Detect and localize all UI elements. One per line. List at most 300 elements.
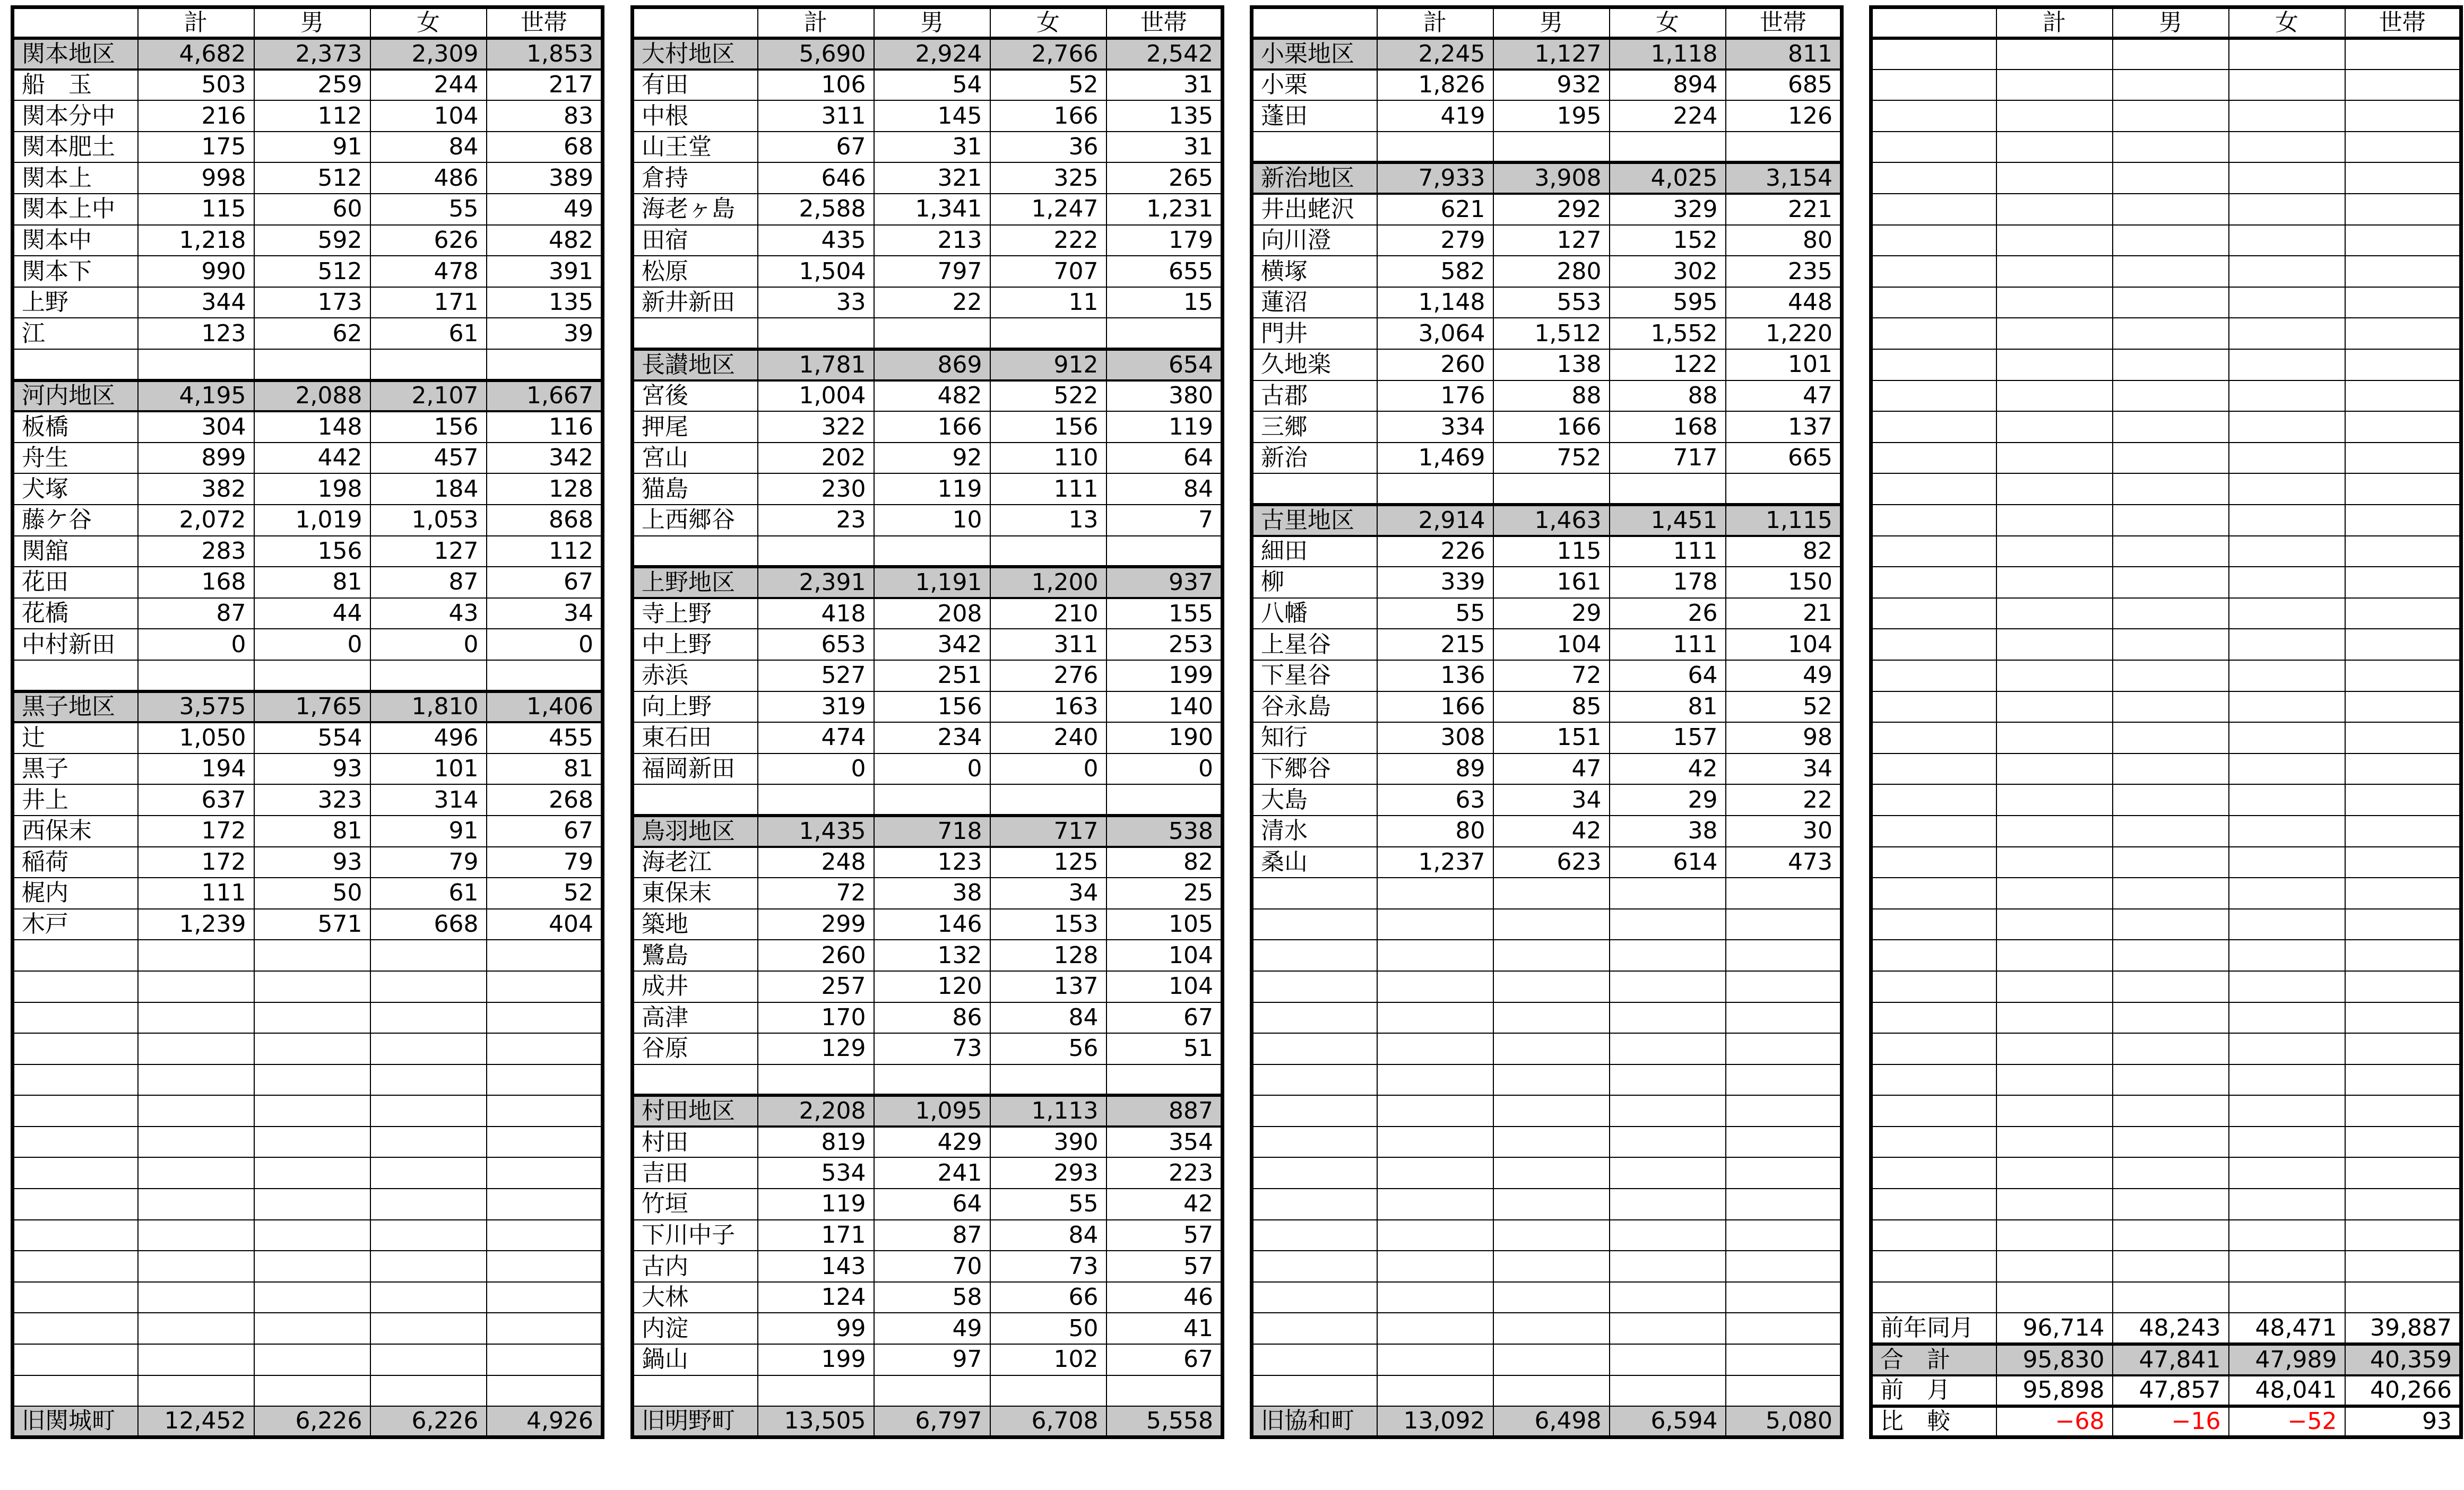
household-value	[2345, 162, 2461, 194]
area-name	[1871, 318, 1996, 349]
total-value	[1996, 753, 2113, 785]
household-value	[487, 349, 603, 380]
total-value: 308	[1377, 722, 1493, 753]
female-value: 122	[1610, 349, 1726, 380]
total-value: 527	[758, 660, 874, 691]
female-value	[2229, 1189, 2345, 1220]
empty-row	[1871, 225, 2461, 256]
female-value	[2229, 256, 2345, 287]
male-value	[2113, 225, 2229, 256]
female-value: 56	[990, 1033, 1106, 1064]
female-value: 1,053	[370, 505, 487, 536]
male-value: 86	[874, 1002, 990, 1034]
female-value: 224	[1610, 100, 1726, 132]
table-row	[1252, 816, 1842, 847]
household-value	[487, 1064, 603, 1096]
area-name	[633, 1064, 758, 1096]
total-value: 1,237	[1377, 847, 1493, 878]
area-name	[1871, 940, 1996, 971]
empty-row	[13, 1157, 603, 1189]
area-name	[1871, 443, 1996, 474]
male-value: 64	[874, 1189, 990, 1220]
area-name	[1871, 909, 1996, 940]
area-name: 細田	[1252, 536, 1377, 567]
total-value	[1996, 1002, 2113, 1034]
total-value: 1,218	[138, 225, 254, 256]
male-value: 280	[1493, 256, 1610, 287]
female-value	[1610, 1002, 1726, 1034]
female-value	[2229, 971, 2345, 1002]
column-header: 男	[2113, 7, 2229, 39]
male-value	[874, 1064, 990, 1096]
empty-row	[13, 971, 603, 1002]
household-value: 116	[487, 411, 603, 443]
male-value: 156	[874, 691, 990, 723]
area-name: 長讃地区	[633, 349, 758, 380]
female-value: 486	[370, 162, 487, 194]
total-value: 5,690	[758, 38, 874, 70]
total-value	[1377, 1313, 1493, 1344]
household-value	[2345, 1064, 2461, 1096]
area-name: 柳	[1252, 567, 1377, 598]
table-row	[633, 162, 1223, 194]
male-value	[2113, 784, 2229, 816]
household-value: 46	[1106, 1282, 1223, 1313]
total-value: 111	[138, 878, 254, 909]
table-row	[633, 256, 1223, 287]
total-value: 95,830	[1996, 1344, 2113, 1375]
female-value	[2229, 691, 2345, 723]
female-value: 244	[370, 70, 487, 101]
header-blank	[633, 7, 758, 39]
male-value: 1,019	[254, 505, 370, 536]
female-value: 11	[990, 287, 1106, 318]
female-value	[990, 318, 1106, 349]
total-value: 1,148	[1377, 287, 1493, 318]
male-value: 292	[1493, 194, 1610, 225]
total-value	[1377, 1344, 1493, 1375]
total-value	[1996, 940, 2113, 971]
female-value	[370, 1375, 487, 1407]
table-row	[1252, 722, 1842, 753]
total-value	[1996, 349, 2113, 380]
female-value: 478	[370, 256, 487, 287]
male-value: 3,908	[1493, 162, 1610, 194]
total-value	[1996, 971, 2113, 1002]
total-value	[1996, 70, 2113, 101]
empty-row	[13, 1344, 603, 1375]
male-value: 2,924	[874, 38, 990, 70]
male-value	[2113, 567, 2229, 598]
area-name: 有田	[633, 70, 758, 101]
female-value: 178	[1610, 567, 1726, 598]
male-value: 869	[874, 349, 990, 380]
total-value	[1996, 1127, 2113, 1158]
female-value: 61	[370, 878, 487, 909]
header-row	[1871, 7, 2461, 39]
area-name: 黒子	[13, 753, 138, 785]
area-name: 藤ケ谷	[13, 505, 138, 536]
male-value	[2113, 909, 2229, 940]
area-name	[1252, 1251, 1377, 1282]
total-value: 1,004	[758, 380, 874, 412]
female-value: 2,309	[370, 38, 487, 70]
total-value: 171	[758, 1220, 874, 1251]
male-value: 138	[1493, 349, 1610, 380]
total-value	[138, 1002, 254, 1034]
household-value: 268	[487, 784, 603, 816]
female-value	[370, 1002, 487, 1034]
female-value: −52	[2229, 1406, 2345, 1437]
male-value	[1493, 909, 1610, 940]
male-value	[254, 940, 370, 971]
area-name	[1871, 505, 1996, 536]
area-name	[1871, 753, 1996, 785]
area-name	[1252, 1127, 1377, 1158]
household-value: 1,853	[487, 38, 603, 70]
male-value: 119	[874, 473, 990, 505]
total-value: 63	[1377, 784, 1493, 816]
female-value	[1610, 1344, 1726, 1375]
district-subtotal-row	[13, 380, 603, 412]
male-value	[2113, 38, 2229, 70]
female-value	[2229, 162, 2345, 194]
area-name	[1252, 1344, 1377, 1375]
area-name	[1871, 1282, 1996, 1313]
male-value: 47	[1493, 753, 1610, 785]
male-value	[2113, 847, 2229, 878]
female-value	[2229, 629, 2345, 660]
male-value	[2113, 1189, 2229, 1220]
table-row	[1252, 194, 1842, 225]
area-name: 前 月	[1871, 1375, 1996, 1407]
total-value: 1,050	[138, 722, 254, 753]
female-value: 128	[990, 940, 1106, 971]
male-value: 752	[1493, 443, 1610, 474]
empty-row	[1871, 753, 2461, 785]
female-value	[370, 1127, 487, 1158]
female-value: 4,025	[1610, 162, 1726, 194]
female-value	[1610, 1189, 1726, 1220]
household-value	[1726, 940, 1842, 971]
table-row	[1252, 598, 1842, 629]
household-value: 1,115	[1726, 505, 1842, 536]
area-name: 村田地区	[633, 1095, 758, 1127]
empty-row	[13, 1313, 603, 1344]
area-name	[1252, 1002, 1377, 1034]
male-value: 797	[874, 256, 990, 287]
household-value	[1106, 1064, 1223, 1096]
male-value	[2113, 194, 2229, 225]
area-name	[13, 1095, 138, 1127]
area-name	[1252, 878, 1377, 909]
female-value: 707	[990, 256, 1106, 287]
female-value	[2229, 38, 2345, 70]
household-value	[2345, 971, 2461, 1002]
household-value	[2345, 1095, 2461, 1127]
table-row	[1252, 349, 1842, 380]
table-row	[13, 318, 603, 349]
household-value: 455	[487, 722, 603, 753]
household-value	[1726, 1189, 1842, 1220]
household-value: 82	[1726, 536, 1842, 567]
male-value	[2113, 1064, 2229, 1096]
female-value	[2229, 1002, 2345, 1034]
empty-row	[13, 1064, 603, 1096]
total-value	[1996, 847, 2113, 878]
total-value	[138, 1220, 254, 1251]
female-value	[1610, 1033, 1726, 1064]
empty-row	[1252, 1033, 1842, 1064]
area-name	[1871, 847, 1996, 878]
area-name: 桑山	[1252, 847, 1377, 878]
total-value	[1996, 380, 2113, 412]
household-value	[487, 1313, 603, 1344]
male-value	[254, 1095, 370, 1127]
area-name: 河内地区	[13, 380, 138, 412]
household-value: 68	[487, 132, 603, 163]
household-value	[487, 940, 603, 971]
female-value	[2229, 349, 2345, 380]
female-value	[370, 1344, 487, 1375]
total-value: 95,898	[1996, 1375, 2113, 1407]
area-name: 下星谷	[1252, 660, 1377, 691]
area-name: 舟生	[13, 443, 138, 474]
male-value: 166	[1493, 411, 1610, 443]
household-value	[2345, 256, 2461, 287]
total-value: 260	[1377, 349, 1493, 380]
household-value: 31	[1106, 132, 1223, 163]
total-value: 67	[758, 132, 874, 163]
household-value: 887	[1106, 1095, 1223, 1127]
header-blank	[13, 7, 138, 39]
total-value: 55	[1377, 598, 1493, 629]
male-value: 47,857	[2113, 1375, 2229, 1407]
area-name: 三郷	[1252, 411, 1377, 443]
table-row	[633, 1189, 1223, 1220]
table-row	[633, 1344, 1223, 1375]
male-value: 62	[254, 318, 370, 349]
household-value: 391	[487, 256, 603, 287]
male-value: 553	[1493, 287, 1610, 318]
empty-row	[1871, 132, 2461, 163]
area-name	[1871, 971, 1996, 1002]
district-subtotal-row	[1252, 162, 1842, 194]
household-value: 126	[1726, 100, 1842, 132]
female-value: 42	[1610, 753, 1726, 785]
area-name	[633, 318, 758, 349]
female-value	[2229, 473, 2345, 505]
area-name	[13, 1189, 138, 1220]
district-subtotal-row	[633, 816, 1223, 847]
household-value: 34	[1726, 753, 1842, 785]
household-value	[487, 1189, 603, 1220]
table-row	[633, 70, 1223, 101]
table-row	[633, 722, 1223, 753]
female-value	[370, 1157, 487, 1189]
empty-row	[1871, 1189, 2461, 1220]
table-row	[13, 162, 603, 194]
total-value: 899	[138, 443, 254, 474]
male-value	[254, 1189, 370, 1220]
household-value: 190	[1106, 722, 1223, 753]
household-value	[487, 1375, 603, 1407]
household-value: 389	[487, 162, 603, 194]
male-value	[874, 784, 990, 816]
district-subtotal-row	[13, 38, 603, 70]
area-name	[1252, 132, 1377, 163]
area-name	[1871, 598, 1996, 629]
area-name	[1871, 1033, 1996, 1064]
table-row	[1871, 1313, 2461, 1344]
female-value: 1,200	[990, 567, 1106, 598]
empty-row	[1871, 567, 2461, 598]
household-value: 654	[1106, 349, 1223, 380]
female-value: 912	[990, 349, 1106, 380]
male-value: 512	[254, 162, 370, 194]
male-value	[1493, 1189, 1610, 1220]
area-name: 黒子地区	[13, 691, 138, 723]
area-name: 押尾	[633, 411, 758, 443]
male-value: 1,765	[254, 691, 370, 723]
male-value: 571	[254, 909, 370, 940]
area-name: 板橋	[13, 411, 138, 443]
male-value	[2113, 70, 2229, 101]
total-value: 283	[138, 536, 254, 567]
area-name	[13, 1375, 138, 1407]
household-value: 64	[1106, 443, 1223, 474]
household-value: 52	[1726, 691, 1842, 723]
total-value	[138, 1033, 254, 1064]
male-value	[2113, 660, 2229, 691]
household-value	[1726, 1375, 1842, 1407]
area-name: 江	[13, 318, 138, 349]
empty-row	[13, 1095, 603, 1127]
area-name	[1252, 1033, 1377, 1064]
household-value: 155	[1106, 598, 1223, 629]
male-value	[1493, 1313, 1610, 1344]
household-value	[2345, 349, 2461, 380]
male-value: 132	[874, 940, 990, 971]
total-value	[138, 1095, 254, 1127]
total-value: 215	[1377, 629, 1493, 660]
household-value: 380	[1106, 380, 1223, 412]
male-value: 112	[254, 100, 370, 132]
total-value	[1996, 287, 2113, 318]
female-value: 66	[990, 1282, 1106, 1313]
column-header: 女	[990, 7, 1106, 39]
area-name	[1871, 225, 1996, 256]
total-value: 80	[1377, 816, 1493, 847]
total-value	[138, 1344, 254, 1375]
total-value	[1996, 1282, 2113, 1313]
male-value	[1493, 940, 1610, 971]
area-name: 谷永島	[1252, 691, 1377, 723]
household-value: 140	[1106, 691, 1223, 723]
household-value: 354	[1106, 1127, 1223, 1158]
empty-row	[13, 1220, 603, 1251]
female-value	[370, 940, 487, 971]
total-value	[1996, 722, 2113, 753]
empty-row	[1252, 1375, 1842, 1407]
table-row	[633, 629, 1223, 660]
total-value	[1377, 1375, 1493, 1407]
female-value	[2229, 443, 2345, 474]
area-name: 上星谷	[1252, 629, 1377, 660]
empty-row	[1871, 909, 2461, 940]
female-value	[2229, 1282, 2345, 1313]
female-value	[370, 660, 487, 691]
female-value: 168	[1610, 411, 1726, 443]
female-value: 595	[1610, 287, 1726, 318]
female-value: 2,766	[990, 38, 1106, 70]
area-name: 中村新田	[13, 629, 138, 660]
block-1	[11, 5, 604, 1439]
male-value	[254, 1002, 370, 1034]
empty-row	[1871, 505, 2461, 536]
household-value: 404	[487, 909, 603, 940]
area-name	[1871, 1127, 1996, 1158]
empty-row	[1871, 100, 2461, 132]
table-row	[1252, 100, 1842, 132]
household-value: 235	[1726, 256, 1842, 287]
table-row	[1252, 629, 1842, 660]
total-value	[1996, 598, 2113, 629]
total-value: 216	[138, 100, 254, 132]
female-value	[1610, 1251, 1726, 1282]
header-row	[633, 7, 1223, 39]
column-header: 計	[1377, 7, 1493, 39]
household-value: 82	[1106, 847, 1223, 878]
male-value: 81	[254, 816, 370, 847]
male-value: 195	[1493, 100, 1610, 132]
empty-row	[1871, 256, 2461, 287]
district-subtotal-row	[13, 691, 603, 723]
table-row	[1252, 287, 1842, 318]
household-value: 1,667	[487, 380, 603, 412]
empty-row	[13, 940, 603, 971]
household-value: 47	[1726, 380, 1842, 412]
area-name	[1871, 473, 1996, 505]
male-value: 29	[1493, 598, 1610, 629]
household-value: 7	[1106, 505, 1223, 536]
household-value: 199	[1106, 660, 1223, 691]
area-name	[633, 784, 758, 816]
area-name: 古内	[633, 1251, 758, 1282]
household-value	[2345, 225, 2461, 256]
household-value	[2345, 598, 2461, 629]
empty-row	[1252, 1220, 1842, 1251]
male-value: 623	[1493, 847, 1610, 878]
area-name: 稲荷	[13, 847, 138, 878]
area-name	[1871, 256, 1996, 287]
table-row	[13, 816, 603, 847]
household-value	[2345, 1033, 2461, 1064]
table-row	[633, 1220, 1223, 1251]
female-value	[370, 1189, 487, 1220]
empty-row	[1871, 194, 2461, 225]
total-value: 2,072	[138, 505, 254, 536]
area-name	[13, 1344, 138, 1375]
table-row	[13, 443, 603, 474]
female-value	[2229, 598, 2345, 629]
household-value: 84	[1106, 473, 1223, 505]
area-name: 前年同月	[1871, 1313, 1996, 1344]
female-value: 36	[990, 132, 1106, 163]
table-row	[13, 536, 603, 567]
household-value	[2345, 1002, 2461, 1034]
total-value	[138, 1313, 254, 1344]
